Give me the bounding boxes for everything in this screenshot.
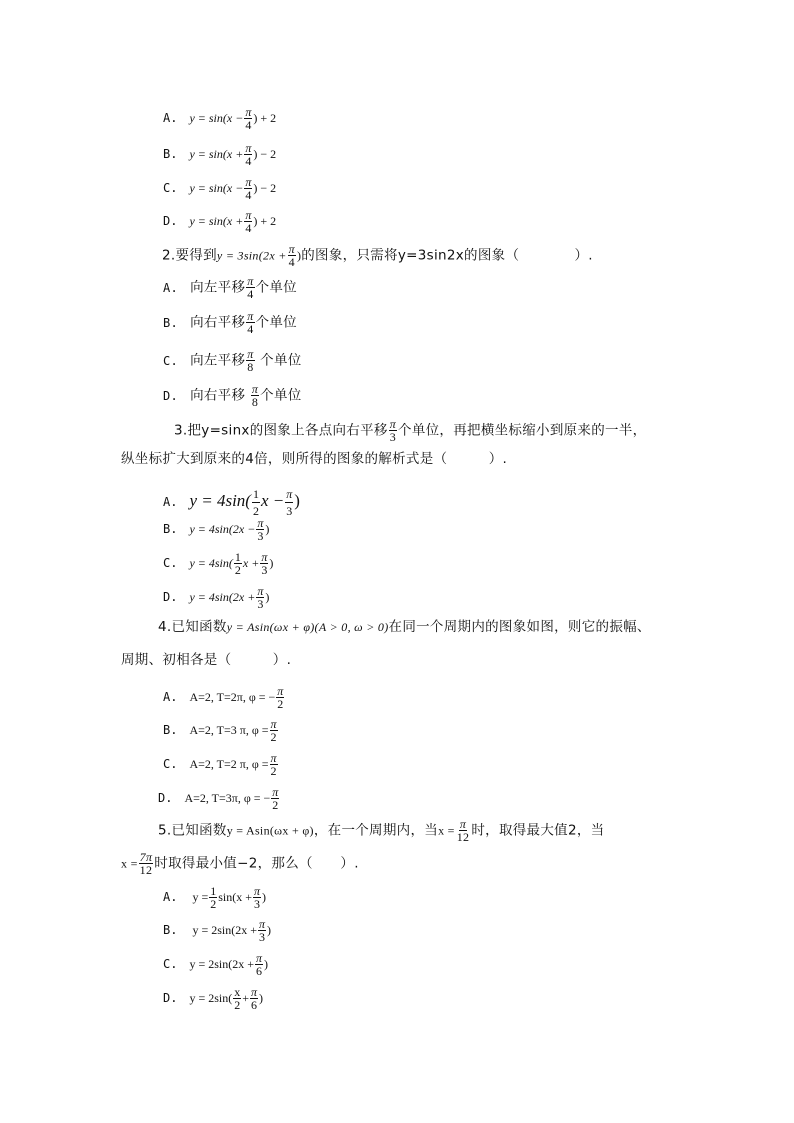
fraction: $\frac{\pi}{8}$ — [247, 347, 254, 374]
option-label: A. — [163, 495, 178, 509]
q2-option-b: B. 向右平移 $\frac{\pi}{4}$ 个单位 — [163, 309, 297, 336]
option-label: D. — [163, 214, 178, 228]
fraction: $\frac{\pi}{3}$ — [259, 917, 266, 944]
option-label: C. — [163, 957, 178, 971]
q3-option-a: A. y = 4sin( $\frac{1}{2}$ x − $\frac{\pi}{3}$ ) — [163, 487, 300, 518]
q2-option-d: D. 向右平移 $\frac{\pi}{8}$ 个单位 — [163, 382, 302, 409]
q5-stem-line2: x = $\frac{7\pi}{12}$ 时取得最小值−2，那么（ ）. — [121, 850, 359, 877]
fraction: $\frac{1}{2}$ — [252, 487, 259, 518]
option-label: B. — [163, 723, 178, 737]
option-label: C. — [163, 556, 178, 570]
fraction: $\frac{\pi}{6}$ — [256, 951, 263, 978]
q2-option-a: A. 向左平移 $\frac{\pi}{4}$ 个单位 — [163, 274, 297, 301]
q1-option-d: D. y = sin(x + $\frac{\pi}{4}$ ) + 2 — [163, 208, 277, 235]
option-label: B. — [163, 923, 178, 937]
fraction: $\frac{\pi}{2}$ — [270, 751, 277, 778]
q4-stem-line2: 周期、初相各是（ ）. — [121, 652, 292, 668]
q3-option-b: B. y = 4sin(2x − $\frac{\pi}{3}$ ) — [163, 516, 270, 543]
q5-option-d: D. y = 2sin( $\frac{x}{2}$ + $\frac{\pi}{6}$ ) — [163, 985, 264, 1012]
q4-option-d: D. A=2, T=3π, φ = − $\frac{\pi}{2}$ — [158, 785, 279, 812]
fraction: $\frac{\pi}{3}$ — [389, 417, 397, 444]
option-label: C. — [163, 181, 178, 195]
q3-stem-line2: 纵坐标扩大到原来的4倍，则所得的图象的解析式是（ ）. — [121, 451, 508, 467]
fraction: $\frac{\pi}{4}$ — [247, 274, 254, 301]
q5-option-a: A. y = $\frac{1}{2}$ sin(x + $\frac{\pi}{3}$ ) — [163, 884, 267, 911]
q5-option-c: C. y = 2sin(2x + $\frac{\pi}{6}$ ) — [163, 951, 269, 978]
fraction: $\frac{\pi}{4}$ — [245, 105, 252, 132]
fraction: $\frac{\pi}{12}$ — [456, 817, 470, 844]
option-label: B. — [163, 522, 178, 536]
fraction: $\frac{1}{2}$ — [234, 550, 241, 577]
q4-option-a: A. A=2, T=2π, φ = − $\frac{\pi}{2}$ — [163, 684, 284, 711]
option-label: A. — [163, 280, 179, 295]
q2-option-c: C. 向左平移 $\frac{\pi}{8}$ 个单位 — [163, 347, 302, 374]
option-label: B. — [163, 147, 178, 161]
q5-stem: 5.已知函数y = Asin(ωx + φ)，在一个周期内，当x = $\frac{\pi}{12}$ 时，取得最大值2，当 — [158, 817, 605, 844]
q1-option-b: B. y = sin(x + $\frac{\pi}{4}$ ) − 2 — [163, 141, 277, 168]
q3-option-d: D. y = 4sin(2x + $\frac{\pi}{3}$ ) — [163, 584, 270, 611]
fraction: $\frac{\pi}{4}$ — [245, 208, 252, 235]
option-label: D. — [163, 590, 178, 604]
option-label: A. — [163, 890, 178, 904]
fraction: $\frac{\pi}{2}$ — [272, 785, 279, 812]
option-label: C. — [163, 353, 179, 368]
fraction: $\frac{\pi}{3}$ — [254, 884, 261, 911]
q4-stem: 4.已知函数y = Asin(ωx + φ)(A > 0, ω > 0)在同一个周期内的图象如图，则它的振幅、 — [158, 619, 651, 635]
fraction: $\frac{\pi}{2}$ — [270, 717, 277, 744]
fraction: $\frac{\pi}{3}$ — [261, 550, 268, 577]
q3-option-c: C. y = 4sin( $\frac{1}{2}$ x + $\frac{\pi}{3}$ ) — [163, 550, 274, 577]
q4-option-b: B. A=2, T=3 π, φ = $\frac{\pi}{2}$ — [163, 717, 277, 744]
fraction: $\frac{\pi}{4}$ — [247, 309, 254, 336]
option-label: D. — [163, 388, 179, 403]
q4-option-c: C. A=2, T=2 π, φ = $\frac{\pi}{2}$ — [163, 751, 277, 778]
fraction: $\frac{\pi}{3}$ — [257, 516, 264, 543]
q2-stem: 2.要得到y = 3sin(2x + $\frac{\pi}{4}$ )的图象，只需将y=3sin2x的图象（ ）. — [162, 242, 593, 269]
fraction: $\frac{x}{2}$ — [234, 985, 241, 1012]
fraction: $\frac{\pi}{4}$ — [245, 141, 252, 168]
option-label: C. — [163, 757, 178, 771]
fraction: $\frac{\pi}{8}$ — [251, 382, 259, 409]
q1-option-a: A. y = sin(x − $\frac{\pi}{4}$ ) + 2 — [163, 105, 277, 132]
fraction: $\frac{7\pi}{12}$ — [139, 850, 153, 877]
fraction: $\frac{\pi}{2}$ — [277, 684, 284, 711]
option-label: A. — [163, 111, 178, 125]
option-label: D. — [158, 791, 173, 805]
fraction: $\frac{\pi}{4}$ — [245, 175, 252, 202]
fraction: $\frac{1}{2}$ — [210, 884, 217, 911]
q3-stem: 3.把y=sinx的图象上各点向右平移 $\frac{\pi}{3}$ 个单位，再把横坐标缩小到原来的一半， — [174, 417, 647, 444]
fraction: $\frac{\pi}{3}$ — [257, 584, 264, 611]
fraction: $\frac{\pi}{6}$ — [251, 985, 258, 1012]
fraction: $\frac{\pi}{4}$ — [288, 242, 295, 269]
option-label: B. — [163, 315, 179, 330]
q1-option-c: C. y = sin(x − $\frac{\pi}{4}$ ) − 2 — [163, 175, 277, 202]
option-label: D. — [163, 991, 178, 1005]
fraction: $\frac{\pi}{3}$ — [286, 487, 293, 518]
q5-option-b: B. y = 2sin(2x + $\frac{\pi}{3}$ ) — [163, 917, 272, 944]
option-label: A. — [163, 690, 178, 704]
